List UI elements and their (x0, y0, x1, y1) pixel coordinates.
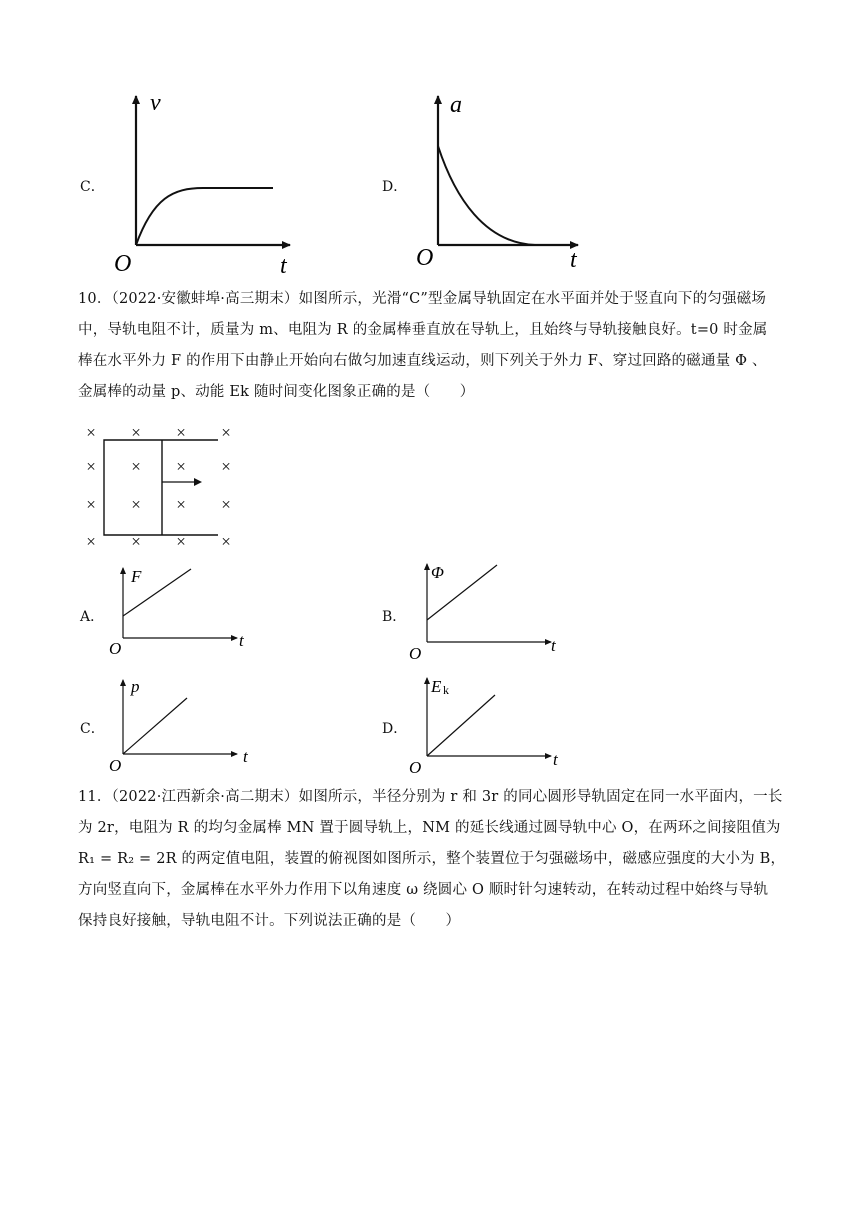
c-shaped-rail (104, 440, 218, 535)
q10-line-1: 10．（2022·安徽蚌埠·高三期末）如图所示，光滑“C”型金属导轨固定在水平面并处于竖直向下的匀强磁场 (78, 291, 767, 307)
momentum-line (123, 698, 187, 754)
q11-line-3: R₁ = R₂ = 2R 的两定值电阻，装置的俯视图如图所示，整个装置位于匀强磁场中，磁感应强度的大小为 B， (78, 851, 786, 867)
x-axis-label: t (551, 636, 556, 655)
svg-text:×: × (221, 423, 231, 442)
option-d-graph-a-t (410, 88, 610, 278)
arrow-head (194, 478, 202, 486)
svg-text:×: × (176, 495, 186, 514)
q10-option-b-graph-phi-t (405, 558, 570, 664)
x-axis-label: t (280, 253, 287, 278)
svg-text:×: × (176, 532, 186, 551)
svg-text:×: × (86, 532, 96, 551)
origin-label: O (109, 756, 122, 774)
svg-text:×: × (176, 423, 186, 442)
q11-line-4: 方向竖直向下，金属棒在水平外力作用下以角速度 ω 绕圆心 O 顺时针匀速转动，在转动过程中始终与导轨 (78, 882, 769, 898)
svg-text:×: × (86, 457, 96, 476)
y-axis-subscript: k (443, 683, 449, 697)
origin-label: O (114, 251, 132, 277)
y-axis-label: a (450, 92, 462, 118)
question-11-text (78, 782, 790, 937)
x-axis-label: t (239, 631, 244, 650)
q10-option-d-label: D． (382, 721, 408, 737)
option-d-label: D． (382, 179, 408, 195)
svg-text:×: × (131, 457, 141, 476)
q10-field-diagram (78, 420, 248, 555)
q10-option-d-graph-ek-t (405, 670, 570, 778)
svg-text:×: × (86, 423, 96, 442)
q10-option-b-label: B． (382, 609, 407, 625)
origin-label: O (109, 639, 122, 658)
q10-option-a-graph-f-t (105, 562, 265, 662)
q10-option-a-label: A． (80, 609, 105, 625)
option-c-label: C． (80, 179, 105, 195)
origin-label: O (416, 245, 434, 271)
y-axis-label: Φ (431, 563, 444, 582)
acceleration-curve (438, 146, 535, 245)
question-10-text (78, 284, 790, 408)
q10-line-4: 金属棒的动量 p、动能 Ek 随时间变化图象正确的是（ ） (78, 384, 475, 400)
q10-option-c-label: C． (80, 721, 105, 737)
svg-text:×: × (131, 423, 141, 442)
magnetic-field-crosses (86, 423, 231, 551)
q10-line-2: 中，导轨电阻不计，质量为 m、电阻为 R 的金属棒垂直放在导轨上，且始终与导轨接触良好。t=0 时金属 (78, 322, 768, 338)
y-axis-label: F (131, 567, 142, 586)
q11-line-1: 11．（2022·江西新余·高二期末）如图所示，半径分别为 r 和 3r 的同心圆形导轨固定在同一水平面内，一长 (78, 789, 783, 805)
q10-line-3: 棒在水平外力 F 的作用下由静止开始向右做匀加速直线运动，则下列关于外力 F、穿过回路的磁通量 Φ 、 (78, 353, 767, 369)
svg-text:×: × (131, 532, 141, 551)
q11-line-2: 为 2r，电阻为 R 的均匀金属棒 MN 置于圆导轨上，NM 的延长线通过圆导轨中心 O，在两环之间接阻值为 (78, 820, 781, 836)
x-axis-label: t (243, 747, 248, 766)
svg-text:×: × (176, 457, 186, 476)
option-c-graph-v-t (108, 88, 308, 278)
svg-text:×: × (86, 495, 96, 514)
svg-text:×: × (131, 495, 141, 514)
origin-label: O (409, 644, 422, 663)
y-axis-label: p (131, 677, 140, 696)
y-axis-label: E (431, 677, 442, 696)
kinetic-energy-line (427, 695, 495, 756)
y-axis-label: v (150, 90, 161, 116)
q10-option-c-graph-p-t (105, 674, 265, 774)
q11-line-5: 保持良好接触，导轨电阻不计。下列说法正确的是（ ） (78, 913, 461, 929)
x-axis-label: t (570, 247, 577, 273)
x-axis-label: t (553, 750, 558, 769)
origin-label: O (409, 758, 422, 777)
svg-text:×: × (221, 532, 231, 551)
svg-text:×: × (221, 457, 231, 476)
svg-text:×: × (221, 495, 231, 514)
velocity-curve (136, 188, 273, 245)
